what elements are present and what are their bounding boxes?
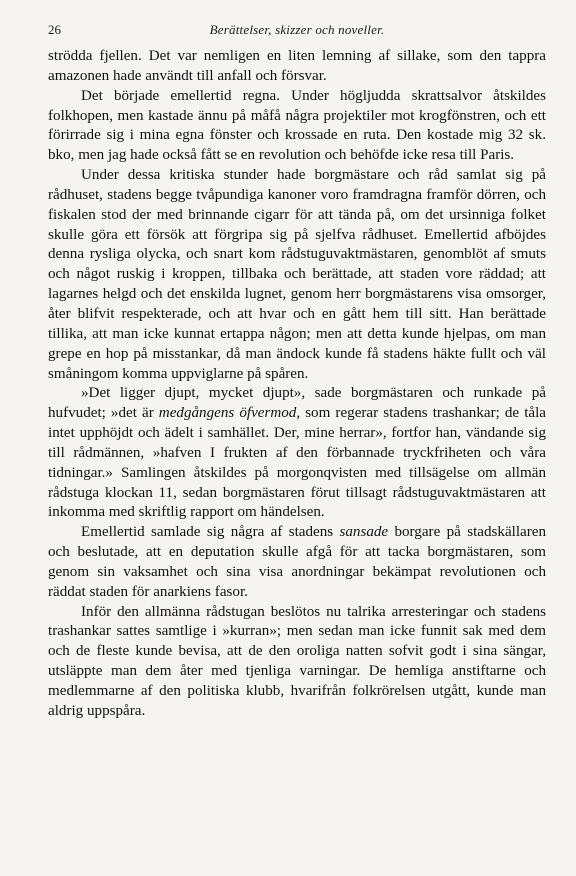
paragraph-4-text-b: som regerar stadens trashankar; de tåla intet upphöjdt och ädelt i samhället. Der, mine herrar», fortfor han, vändande sig till rådmännen, »hafven I frukten af den förbannade tryckfriheten och våra tidningar.» Samlingen åtskildes på morgonqvisten med tillsägelse om allmän rådstuga klockan 11, sedan borgmästaren förut tillsagt rådstuguvaktmästaren att inkomma med skriftlig rapport om händelsen. <box>48 405 546 521</box>
paragraph-4 <box>48 384 546 523</box>
paragraph-4-text-a: »Det ligger djupt, mycket djupt», sade borgmästaren och runkade på hufvudet; »det är <box>48 385 546 422</box>
paragraph-5-emphasis: sansade <box>339 524 389 541</box>
paragraph-1: strödda fjellen. Det var nemligen en liten lemning af sillake, som den tappra amazonen hade användt till anfall och försvar. <box>48 48 546 84</box>
paragraph-2: Det började emellertid regna. Under högljudda skrattsalvor åtskildes folkhopen, men kastade ännu på måfå några projektiler mot krogfönstren, och ett förirrade sig i mina egna fönster och krossade en ruta. Den kostade mig 32 sk. bko, men jag hade också fått se en revolution och behöfde icke resa till Paris. <box>48 87 546 164</box>
paragraph-4-emphasis: medgångens öfvermod, <box>158 405 301 422</box>
running-title: Berättelser, skizzer och noveller. <box>209 22 385 37</box>
paragraph-6: Inför den allmänna rådstugan beslötos nu talrika arresteringar och stadens trashankar sattes samtlige i »kurran»; men sedan man icke funnit sak med dem och de fleste kunde bevisa, att de den oroliga natten sofvit godt i sina sängar, utsläppte man dem åter med tjenliga varningar. De hemliga anstiftarne och medlemmarne af den politiska klubb, hvarifrån folkrörelsen utgått, kunde man aldrig uppspåra. <box>48 603 546 719</box>
paragraph-5-text-b: borgare på stadskällaren och beslutade, att en deputation skulle afgå för att tacka borgmästaren, som genom sin vaksamhet och sina visa anordningar bekämpat revolutionen och räddat staden för anarkiens fasor. <box>48 524 546 600</box>
page-header <box>48 22 546 40</box>
paragraph-3: Under dessa kritiska stunder hade borgmästare och råd samlat sig på rådhuset, stadens begge tvåpundiga kanoner voro framdragna framför dörren, och fiskalen stod der med brinnande cigarr för att tända på, om det ursinniga folket skulle göra ett försök att förgripa sig på sjelfva rådhuset. Emellertid afböjdes denna rysliga olycka, och snart kom rådstuguvaktmästaren, genomblöt af smuts och något ruskig i kroppen, tillbaka och berättade, att staden vore räddad; att lagarnes helgd och det enskilda lugnet, genom herr borgmästarens visa omsorger, åter blifvit respekterade, och att hvar och en gått hem till sitt. Han berättade tillika, att man icke kunnat ertappa någon; men att detta kunde hjelpas, om man grepe en hop på misstankar, då man ändock kunde få stadens häkte fullt och väl småningom komma uppviglarne på spåren. <box>48 167 546 382</box>
page-number: 26 <box>48 22 61 37</box>
body-text <box>48 47 546 722</box>
paragraph-5-text-a: Emellertid samlade sig några af stadens <box>81 524 340 541</box>
paragraph-5 <box>48 523 546 602</box>
